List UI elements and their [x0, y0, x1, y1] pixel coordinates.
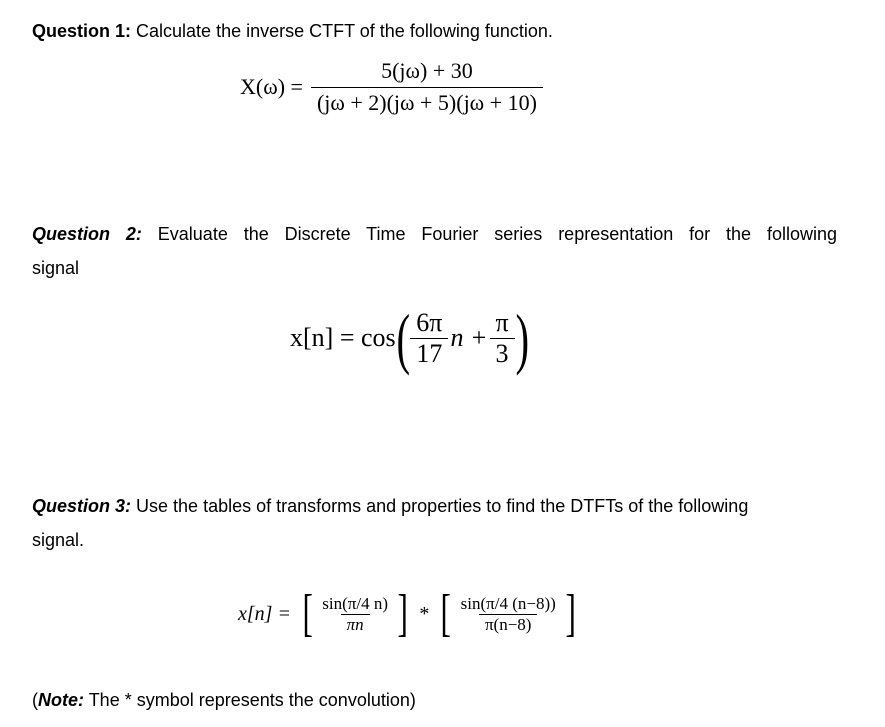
question-2-line2 — [32, 251, 79, 285]
convolution-operator: * — [419, 602, 430, 625]
question-3-line2 — [32, 523, 84, 557]
question-1 — [32, 14, 553, 48]
equation-2 — [290, 300, 529, 376]
question-2 — [32, 217, 837, 251]
equation-2-f1-num: 6π — [416, 307, 443, 337]
equation-1-numerator: 5(jω) + 30 — [381, 58, 473, 83]
equation-1 — [240, 58, 543, 116]
equation-3 — [238, 585, 579, 642]
equation-3-f1-den: πn — [341, 614, 370, 635]
note-text: The * symbol represents the convolution) — [88, 690, 416, 710]
question-3-text-2: signal. — [32, 530, 85, 550]
question-3-text: Use the tables of transforms and properties to find the DTFTs of the following — [136, 496, 749, 516]
question-1-label: Question 1: — [32, 21, 132, 41]
left-bracket-1: [ — [302, 585, 313, 642]
equation-3-lhs: x[n] = — [238, 602, 291, 625]
left-paren: ( — [396, 300, 410, 376]
note-open-paren: ( — [32, 690, 38, 710]
equation-2-lhs: x[n] = cos — [290, 323, 396, 352]
right-bracket-1: ] — [397, 585, 408, 642]
question-2-text-2: signal — [32, 258, 80, 278]
right-bracket-2: ] — [565, 585, 576, 642]
equation-1-fraction — [311, 58, 543, 116]
left-bracket-2: [ — [440, 585, 452, 642]
question-1-text: Calculate the inverse CTFT of the following function. — [136, 21, 553, 41]
equation-2-f1-den: 17 — [410, 338, 448, 369]
note-label: Note: — [38, 690, 84, 710]
equation-3-f1-num: sin(π/4 n) — [322, 593, 388, 613]
equation-2-fraction-1 — [410, 308, 448, 369]
equation-3-f2-den: π(n−8) — [479, 614, 538, 635]
equation-3-fraction-1 — [316, 594, 394, 635]
equation-3-fraction-2 — [455, 594, 562, 635]
right-paren: ) — [515, 300, 529, 376]
equation-1-denominator: (jω + 2)(jω + 5)(jω + 10) — [311, 87, 543, 116]
question-2-text: Evaluate the Discrete Time Fourier series representation for the following — [157, 224, 837, 244]
equation-3-f2-num: sin(π/4 (n−8)) — [460, 593, 556, 613]
equation-2-mid: n + — [450, 323, 488, 352]
question-2-label: Question 2: — [32, 224, 142, 244]
equation-2-f2-den: 3 — [490, 338, 515, 369]
question-3-label: Question 3: — [32, 496, 132, 516]
equation-2-fraction-2 — [489, 308, 514, 369]
equation-2-f2-num: π — [495, 307, 509, 337]
question-3 — [32, 489, 748, 523]
note — [32, 690, 416, 711]
equation-1-lhs: X(ω) = — [240, 74, 303, 99]
